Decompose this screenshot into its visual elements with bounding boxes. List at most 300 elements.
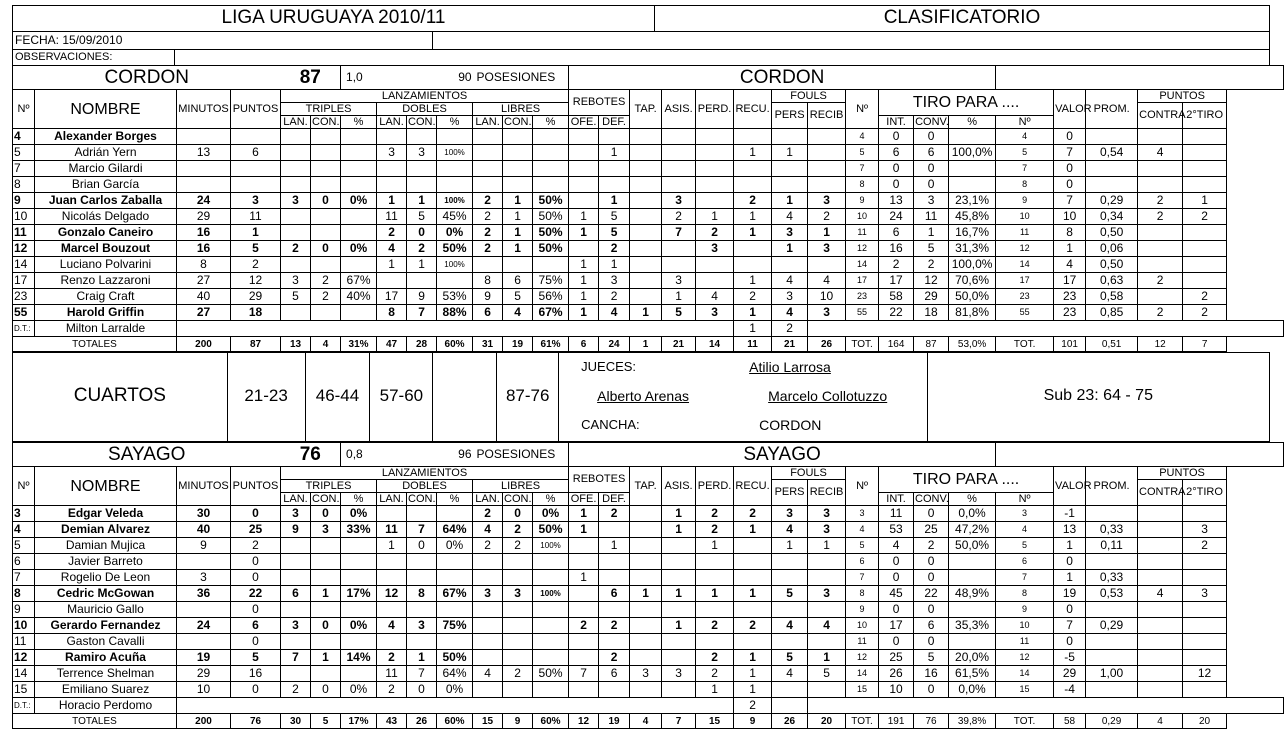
player-row [13,682,1284,698]
two-attempts [377,161,407,177]
assists [662,129,696,145]
totals-label: TOTALES [13,714,177,729]
fouls-committed: 3 [772,506,808,522]
second-shot [1183,618,1227,634]
phase-title: CLASIFICATORIO [883,7,1041,28]
fouls-received: 1 [808,538,846,554]
player-minutes: 27 [177,305,231,321]
fouls-committed [772,257,808,273]
steals [734,257,772,273]
blocks [630,618,662,634]
off-rebounds [569,129,599,145]
three-pct [341,145,377,161]
ft-pct: 50% [533,193,569,209]
steals-header: RECU. [734,90,772,129]
player-minutes: 29 [177,666,231,682]
three-pct [341,209,377,225]
three-made [311,305,341,321]
player-points: 0 [231,602,281,618]
two-attempts: 2 [377,682,407,698]
assists [662,570,696,586]
team-score: 76 [281,443,341,467]
ft-pct [533,618,569,634]
off-rebounds: 1 [569,209,599,225]
points-against [1138,666,1183,682]
coach-steals [772,698,808,714]
player-avg [1086,506,1138,522]
two-attempts: 2 [377,650,407,666]
player-number-2: 7 [846,161,879,177]
total-ft-pct: 60% [533,714,569,729]
turnovers: 2 [696,522,734,538]
assists: 7 [662,225,696,241]
ft-pct: 50% [533,522,569,538]
shot-pct: 23,1% [949,193,996,209]
coach-row [13,321,1284,337]
quarter-1-score: 21-23 [228,353,306,441]
shot-made: 2 [914,538,949,554]
shot-pct [949,602,996,618]
turnovers: 2 [696,225,734,241]
three-pct [341,666,377,682]
fouls-received [808,177,846,193]
two-pct: 53% [437,289,473,305]
player-number-3: 10 [996,209,1054,225]
team-possessions: 90 [407,66,473,90]
fouls-committed [772,634,808,650]
fouls-committed [772,129,808,145]
player-value: 13 [1054,522,1086,538]
team-sayago-section [12,442,1270,729]
total-ft-attempts: 31 [473,337,503,352]
player-number: 9 [13,193,35,209]
player-avg: 0,53 [1086,586,1138,602]
two-pct [437,554,473,570]
three-attempts: 9 [281,522,311,538]
shot-pct [949,554,996,570]
player-minutes: 3 [177,570,231,586]
player-name: Gaston Cavalli [35,634,177,650]
player-number-2: 12 [846,241,879,257]
player-number-2: 9 [846,193,879,209]
player-number: 12 [13,241,35,257]
points-against [1138,554,1183,570]
def-rebounds: 6 [599,666,630,682]
player-number-3: 12 [996,650,1054,666]
ft-attempts [473,618,503,634]
second-shot [1183,241,1227,257]
attempts-header: LAN. [377,116,407,129]
off-rebounds: 1 [569,273,599,289]
two-made: 0 [407,225,437,241]
player-number-2: 7 [846,570,879,586]
def-rebounds: 5 [599,209,630,225]
player-value: 10 [1054,209,1086,225]
shot-made: 0 [914,554,949,570]
ft-pct [533,570,569,586]
assists [662,145,696,161]
points-against: 4 [1138,145,1183,161]
attempts-header: LAN. [281,116,311,129]
three-pct [341,257,377,273]
fouls-received: 3 [808,305,846,321]
player-name: Harold Griffin [35,305,177,321]
shot-pct-header: % [949,116,996,129]
fouls-received [808,161,846,177]
ft-made: 4 [503,305,533,321]
num-header-3: Nº [996,116,1054,129]
conv-header: CONV. [915,492,949,505]
assists: 1 [662,289,696,305]
total-three-made: 4 [311,337,341,352]
def-rebounds [599,570,630,586]
three-pct [341,554,377,570]
steals: 2 [734,289,772,305]
points-against [1138,522,1183,538]
attempts-header: LAN. [473,493,503,506]
total-shot-attempts: 164 [879,337,914,352]
ft-attempts [473,554,503,570]
total-three-attempts: 13 [281,337,311,352]
ft-made: 2 [503,522,533,538]
quarters-row [12,352,1270,442]
shot-made: 18 [914,305,949,321]
player-name: Nicolás Delgado [35,209,177,225]
player-number-3: 8 [996,586,1054,602]
player-number: 7 [13,570,35,586]
player-number: 5 [13,145,35,161]
fouls-received-header: RECIB [808,480,846,506]
player-avg [1086,177,1138,193]
blocks: 3 [630,666,662,682]
fouls-received [808,257,846,273]
points-against [1138,538,1183,554]
avg-header: PROM. [1086,467,1138,506]
player-name: Damian Mujica [35,538,177,554]
fouls-committed: 4 [772,209,808,225]
shot-pct: 20,0% [949,650,996,666]
points-against [1138,225,1183,241]
rebounds-header: REBOTES [569,467,630,493]
ft-pct: 50% [533,666,569,682]
shot-pct: 50,0% [949,538,996,554]
made-header: CON. [408,492,436,505]
three-made [311,225,341,241]
ft-pct: 50% [533,241,569,257]
blocks [630,129,662,145]
player-minutes [177,554,231,570]
ft-attempts [473,145,503,161]
player-row [13,241,1284,257]
off-rebounds [569,145,599,161]
second-shot [1183,129,1227,145]
tot-label: TOT. [846,714,879,729]
player-value: 0 [1054,161,1086,177]
two-attempts [377,129,407,145]
ft-attempts: 4 [473,666,503,682]
ft-pct [533,682,569,698]
fouls-received [808,634,846,650]
made-header: CON. [504,492,532,505]
turnovers: 1 [696,538,734,554]
player-points: 6 [231,145,281,161]
totals-row [13,714,1284,729]
possessions-label: POSESIONES [473,66,569,90]
three-attempts [281,666,311,682]
player-points: 25 [231,522,281,538]
shot-made: 5 [914,650,949,666]
player-name: Javier Barreto [35,554,177,570]
shot-pct: 35,3% [949,618,996,634]
player-points: 3 [231,193,281,209]
total-ft-attempts: 15 [473,714,503,729]
points-against [1138,650,1183,666]
fouls-committed: 5 [772,586,808,602]
off-rebounds [569,193,599,209]
shot-attempts: 25 [879,650,914,666]
points-against: 4 [1138,586,1183,602]
fouls-received: 1 [808,225,846,241]
total-ft-made: 19 [503,337,533,352]
two-pct [437,177,473,193]
blocks [630,634,662,650]
three-pct: 67% [341,273,377,289]
player-value: 0 [1054,602,1086,618]
steals: 1 [734,145,772,161]
pct-header: % [341,116,377,129]
player-row [13,161,1284,177]
turnovers [696,177,734,193]
blocks [630,161,662,177]
def-rebounds [599,634,630,650]
three-made: 1 [311,650,341,666]
player-row [13,289,1284,305]
ft-pct [533,257,569,273]
two-pct [437,634,473,650]
def-rebounds [599,522,630,538]
player-minutes [177,161,231,177]
ft-made: 3 [503,586,533,602]
three-attempts: 3 [281,506,311,522]
attempts-header: LAN. [473,116,503,129]
steals: 1 [734,666,772,682]
off-reb-header: OFE. [569,116,599,129]
ft-made [503,161,533,177]
points-against: 2 [1138,305,1183,321]
ft-pct [533,554,569,570]
two-attempts: 17 [377,289,407,305]
player-avg [1086,634,1138,650]
blocks [630,506,662,522]
three-pct: 33% [341,522,377,538]
total-shot-attempts: 191 [879,714,914,729]
two-attempts: 4 [377,241,407,257]
two-attempts: 4 [377,618,407,634]
three-attempts [281,177,311,193]
shot-made: 1 [914,225,949,241]
officials-box [559,353,927,441]
twos-header: DOBLES [377,103,473,116]
player-points: 29 [231,289,281,305]
ft-made [503,650,533,666]
turnovers [696,634,734,650]
shot-attempts: 22 [879,305,914,321]
off-rebounds: 1 [569,257,599,273]
two-made: 3 [407,145,437,161]
points-against: 2 [1138,209,1183,225]
two-made [407,602,437,618]
value-header: VALOR [1054,467,1086,506]
player-number-2: 11 [846,225,879,241]
shot-pct: 70,6% [949,273,996,289]
two-attempts [377,177,407,193]
three-pct: 17% [341,586,377,602]
team-score: 87 [281,66,341,90]
player-number-3: 5 [996,538,1054,554]
three-pct: 0% [341,682,377,698]
player-row [13,257,1284,273]
second-shot [1183,570,1227,586]
two-made: 8 [407,586,437,602]
fouls-committed: 5 [772,650,808,666]
three-made: 2 [311,273,341,289]
player-number-3: 4 [996,129,1054,145]
points-against [1138,161,1183,177]
coach-name: Milton Larralde [35,321,177,337]
blocks [630,177,662,193]
ft-made [503,570,533,586]
player-number-3: 55 [996,305,1054,321]
fouls-committed [772,682,808,698]
total-turnovers: 14 [696,337,734,352]
total-two-made: 26 [407,714,437,729]
ft-pct: 67% [533,305,569,321]
fouls-received [808,554,846,570]
shot-attempts: 0 [879,554,914,570]
shot-made: 12 [914,273,949,289]
two-attempts: 1 [377,538,407,554]
second-shot [1183,602,1227,618]
player-name: Rogelio De Leon [35,570,177,586]
player-number-3: 14 [996,666,1054,682]
turnovers [696,570,734,586]
coach-name: Horacio Perdomo [35,698,177,714]
num-header-3: Nº [996,493,1054,506]
three-made [311,554,341,570]
player-number: 6 [13,554,35,570]
two-pct [437,129,473,145]
player-number: 14 [13,257,35,273]
player-minutes: 24 [177,618,231,634]
player-value: 23 [1054,305,1086,321]
ft-attempts: 8 [473,273,503,289]
two-pct [437,506,473,522]
shot-attempts: 0 [879,570,914,586]
player-value: 4 [1054,257,1086,273]
three-made [311,538,341,554]
player-name: Marcel Bouzout [35,241,177,257]
steals: 1 [734,586,772,602]
coach-label: D.T.: [13,698,35,714]
player-row [13,506,1284,522]
minutes-header: MINUTOS [177,90,231,129]
player-number: 3 [13,506,35,522]
shot-attempts: 16 [879,241,914,257]
def-rebounds: 1 [599,145,630,161]
total-turnovers: 15 [696,714,734,729]
shot-attempts: 13 [879,193,914,209]
total-shot-pct: 39,8% [949,714,996,729]
second-shot: 2 [1183,289,1227,305]
points-against [1138,241,1183,257]
total-points-against: 4 [1138,714,1183,729]
player-number: 10 [13,618,35,634]
player-name: Terrence Shelman [35,666,177,682]
player-row [13,305,1284,321]
shot-made: 0 [914,602,949,618]
ft-pct: 0% [533,506,569,522]
shot-pct [949,177,996,193]
points-against-header: CONTRA [1138,103,1183,129]
date-row [12,31,1270,49]
turnovers-header: PERD. [696,90,734,129]
shot-attempts: 17 [879,618,914,634]
player-avg [1086,602,1138,618]
fouls-received: 5 [808,666,846,682]
steals: 1 [734,682,772,698]
ft-attempts [473,570,503,586]
off-rebounds [569,161,599,177]
total-ft-made: 9 [503,714,533,729]
assists [662,161,696,177]
three-attempts [281,634,311,650]
two-pct: 64% [437,666,473,682]
total-steals: 11 [734,337,772,352]
blocks-header: TAP. [630,90,662,129]
player-number: 15 [13,682,35,698]
blocks [630,289,662,305]
player-number-2: 9 [846,602,879,618]
ft-made: 2 [503,666,533,682]
player-number-3: 4 [996,522,1054,538]
shot-attempts: 0 [879,602,914,618]
pct-header: % [533,116,569,129]
turnovers: 1 [696,682,734,698]
three-made: 0 [311,506,341,522]
off-rebounds: 1 [569,570,599,586]
ft-made [503,145,533,161]
total-ft-pct: 61% [533,337,569,352]
fouls-committed: 4 [772,273,808,289]
steals: 2 [734,618,772,634]
three-attempts [281,305,311,321]
three-pct [341,570,377,586]
player-number-3: 14 [996,257,1054,273]
three-attempts [281,129,311,145]
off-rebounds [569,634,599,650]
three-pct [341,129,377,145]
three-attempts [281,570,311,586]
ft-made: 0 [503,506,533,522]
fouls-committed: 4 [772,522,808,538]
player-number-2: 5 [846,145,879,161]
value-header: VALOR [1054,90,1086,129]
second-shot: 2 [1183,305,1227,321]
two-pct: 67% [437,586,473,602]
blocks [630,209,662,225]
ft-made [503,682,533,698]
team-name-right: CORDON [569,66,996,90]
